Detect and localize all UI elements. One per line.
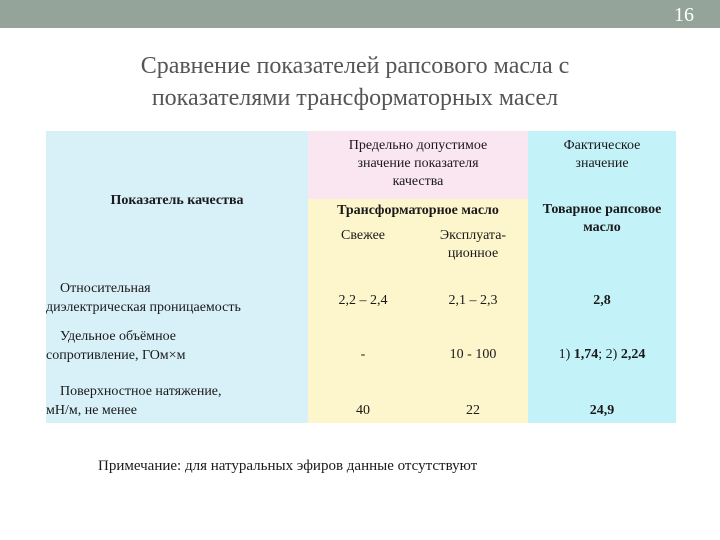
row-label-resistivity: Удельное объёмное сопротивление, ГОм×м <box>46 329 186 363</box>
header-rapeseed-oil: Товарное рапсовое масло <box>528 199 676 270</box>
cell-resistivity-operational: 10 - 100 <box>449 347 497 362</box>
title-line-2: показателями трансформаторных масел <box>151 85 559 111</box>
slide-number: 16 <box>674 4 694 26</box>
header-actual-value: Фактическое значение <box>528 131 676 199</box>
header-fresh: Свежее <box>308 223 418 270</box>
cell-resistivity-fresh: - <box>360 347 366 362</box>
cell-resistivity-actual <box>528 345 676 365</box>
resistivity-actual-prefix-2: ; 2) <box>598 347 621 362</box>
cell-permittivity-operational: 2,1 – 2,3 <box>448 293 498 308</box>
cell-permittivity-actual: 2,8 <box>593 293 611 308</box>
header-quality: Показатель качества <box>46 131 308 270</box>
slide-title <box>60 50 650 114</box>
header-operational: Эксплуата-ционное <box>418 223 528 270</box>
resistivity-actual-value-1: 1,74 <box>573 347 599 362</box>
resistivity-actual-value-2: 2,24 <box>620 347 646 362</box>
resistivity-actual-prefix-1: 1) <box>558 347 574 362</box>
cell-surface-tension-fresh: 40 <box>356 403 370 418</box>
top-bar <box>0 0 720 28</box>
cell-permittivity-fresh: 2,2 – 2,4 <box>338 293 388 308</box>
title-line-1: Сравнение показателей рапсового масла с <box>140 53 570 79</box>
cell-surface-tension-operational: 22 <box>466 403 480 418</box>
header-transformer-oil: Трансформаторное масло <box>308 199 528 223</box>
comparison-table <box>46 131 676 423</box>
cell-surface-tension-actual: 24,9 <box>589 403 615 418</box>
row-label-surface-tension: Поверхностное натяжение, мН/м, не менее <box>46 384 222 418</box>
header-limit-value: Предельно допустимое значение показателя качества <box>308 131 528 199</box>
footnote: Примечание: для натуральных эфиров данные отсутствуют <box>98 458 478 474</box>
row-label-permittivity: Относительная диэлектрическая проницаемость <box>46 281 241 315</box>
